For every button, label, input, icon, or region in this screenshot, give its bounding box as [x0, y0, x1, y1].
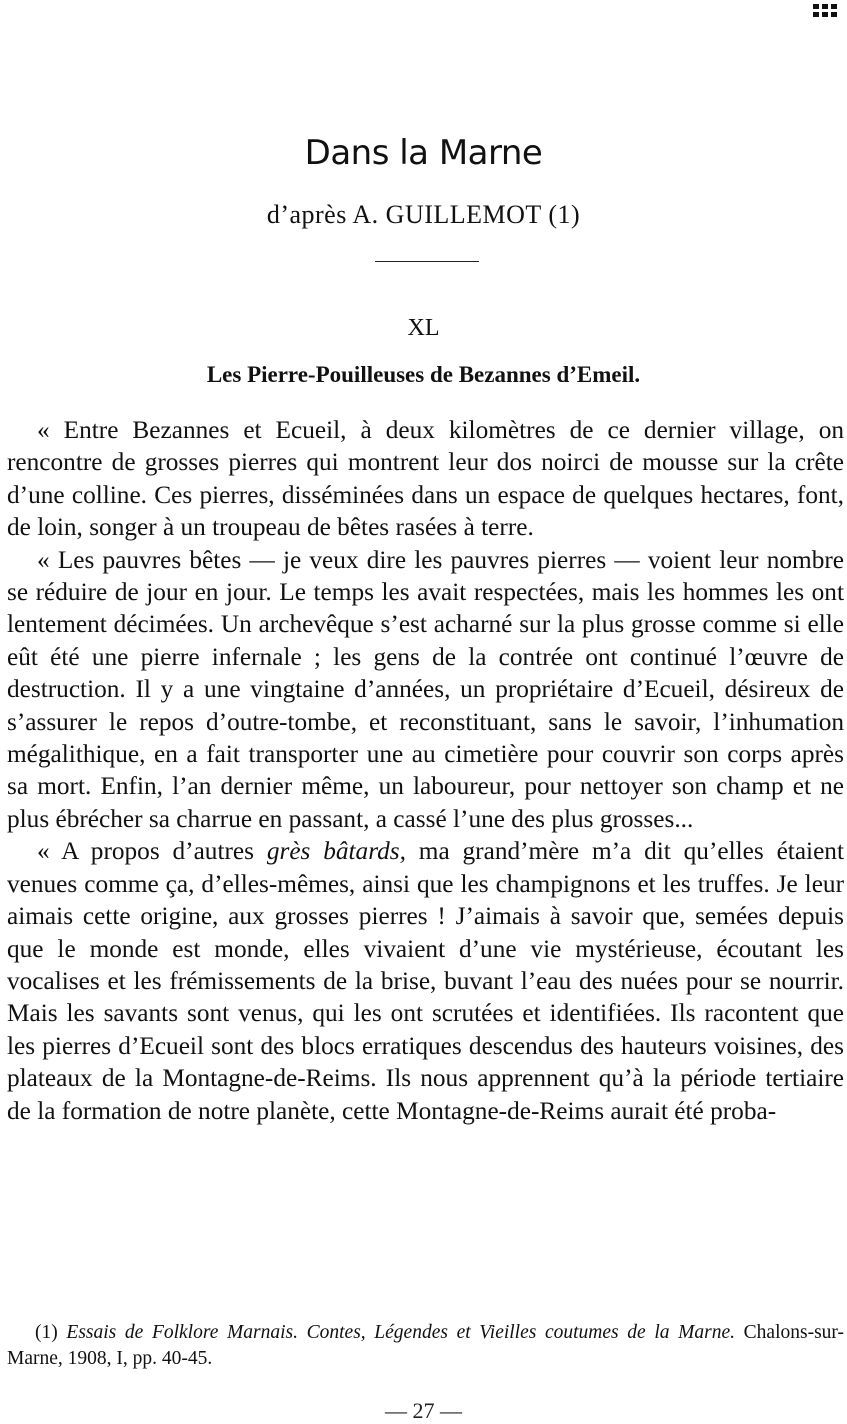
section-title: Les Pierre-Pouilleuses de Bezannes d’Emeil.	[206, 362, 641, 387]
section-number: XL	[407, 315, 440, 341]
paragraph-1: « Entre Bezannes et Ecueil, à deux kilomètres de ce dernier village, on rencontre de grosses pierres qui montrent leur dos noirci de mousse sur la crête d’une colline. Ces pierres, disséminées dans un espace de quelques hectares, font, de loin, songer à un troupeau de bêtes rasées à terre.	[7, 416, 844, 542]
footnote	[7, 1320, 844, 1372]
page-subtitle: d’après A. GUILLEMOT (1)	[266, 200, 581, 229]
footnote-title: Essais de Folklore Marnais. Contes, Légendes et Vieilles coutumes de la Marne.	[66, 1322, 735, 1343]
page-number: — 27 —	[385, 1398, 462, 1423]
page-title: Dans la Marne	[304, 133, 543, 173]
footnote-marker: (1)	[35, 1322, 58, 1343]
corner-mark-icon	[811, 2, 841, 18]
body-text	[7, 414, 844, 1127]
paragraph-3-after: ma grand’mère m’a dit qu’elles étaient venues comme ça, d’elles-mêmes, ainsi que les champignons et les truffes. Je leur aimais cette origine, aux grosses pierres ! J’aimais à savoir que, semées depuis que le monde est monde, elles vivaient d’une vie mystérieuse, écoutant les vocalises et les frémissements de la brise, buvant l’eau des nuées pour se nourrir. Mais les savants sont venus, qui les ont scrutées et identifiées. Ils racontent que les pierres d’Ecueil sont des blocs erratiques descendus des hauteurs voisines, des plateaux de la Montagne-de-Reims. Ils nous apprennent qu’à la période tertiaire de la formation de notre planète, cette Montagne-de-Reims aurait été proba-	[7, 837, 844, 1125]
paragraph-3-before: « A propos d’autres	[37, 837, 267, 866]
paragraph-2: « Les pauvres bêtes — je veux dire les pauvres pierres — voient leur nombre se réduire de jour en jour. Le temps les avait respectées, mais les hommes les ont lentement décimées. Un archevêque s’est acharné sur la plus grosse comme si elle eût été une pierre infernale ; les gens de la contrée ont continué l’œuvre de destruction. Il y a une vingtaine d’années, un propriétaire d’Ecueil, désireux de s’assurer le repos d’outre-tombe, et reconstituant, sans le savoir, l’inhumation mégalithique, en a fait transporter une au cimetière pour couvrir son corps après sa mort. Enfin, l’an dernier même, un laboureur, pour nettoyer son champ et ne plus ébrécher sa charrue en passant, a cassé l’une des plus grosses...	[7, 545, 844, 833]
paragraph-3	[7, 835, 844, 1127]
title-divider	[375, 261, 479, 262]
footnote-details: Chalons-sur-Marne, 1908, I, pp. 40-45.	[7, 1322, 845, 1369]
paragraph-3-emphasis: grès bâtards,	[266, 837, 406, 866]
